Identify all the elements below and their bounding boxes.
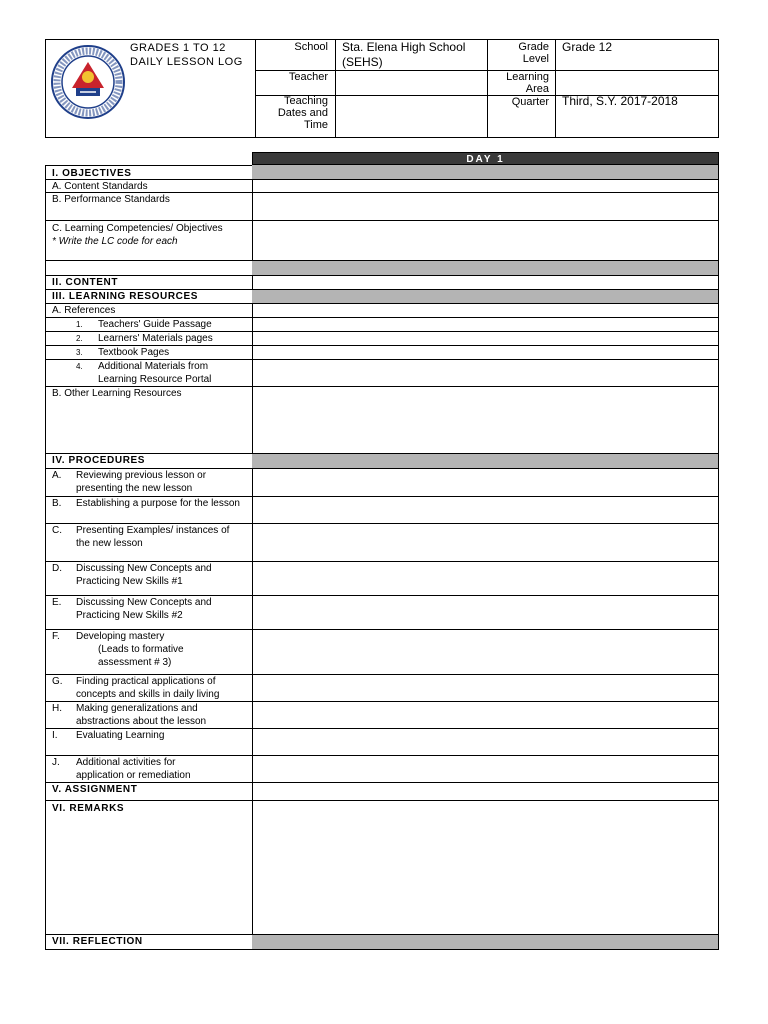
procedure-row: [45, 702, 719, 729]
procedure-letter: C.: [52, 525, 62, 536]
spacer-row: [45, 261, 719, 276]
procedure-label: Discussing New Concepts and Practicing New Skills #2: [76, 597, 212, 621]
header-table: [45, 39, 719, 138]
content-standards-label: A. Content Standards: [52, 181, 148, 192]
procedure-label: Presenting Examples/ instances of the new lesson: [76, 525, 230, 549]
references-row: [45, 304, 719, 318]
resources-heading: III. LEARNING RESOURCES: [52, 291, 199, 302]
competencies-row: [45, 221, 719, 261]
quarter-label: Quarter: [511, 96, 549, 108]
objectives-heading: I. OBJECTIVES: [52, 168, 132, 179]
learning-area-label: Learning Area: [506, 71, 549, 95]
content-standards-cell[interactable]: [252, 180, 719, 193]
procedure-cell[interactable]: [252, 756, 719, 783]
procedure-label: Discussing New Concepts and Practicing New Skills #1: [76, 563, 212, 587]
dates-label: Teaching Dates and Time: [277, 95, 328, 131]
objectives-row: [45, 165, 719, 180]
deped-seal-icon: [50, 44, 126, 120]
procedure-row: [45, 756, 719, 783]
procedure-letter: H.: [52, 703, 62, 714]
references-label: A. References: [52, 305, 116, 316]
teacher-label: Teacher: [288, 71, 328, 83]
procedure-cell[interactable]: [252, 497, 719, 524]
content-heading: II. CONTENT: [52, 277, 119, 288]
form-title-line1: GRADES 1 TO 12: [130, 42, 226, 54]
procedure-letter: I.: [52, 730, 58, 741]
ref-item-label: Learners' Materials pages: [98, 333, 213, 344]
ref-item-row: [45, 332, 719, 346]
ref-item-cell[interactable]: [252, 346, 719, 360]
content-standards-row: [45, 180, 719, 193]
ref-item-number: 2.: [76, 334, 83, 343]
reflection-heading: VII. REFLECTION: [52, 936, 143, 947]
procedure-letter: G.: [52, 676, 63, 687]
grade-label: Grade Level: [518, 41, 549, 65]
school-value[interactable]: Sta. Elena High School (SEHS): [342, 40, 466, 69]
procedure-label: Additional activities for application or remediation: [76, 757, 191, 781]
procedure-cell[interactable]: [252, 630, 719, 675]
lesson-log-table: [45, 152, 719, 950]
other-resources-label: B. Other Learning Resources: [52, 388, 182, 399]
procedures-row: [45, 454, 719, 469]
resources-row: [45, 290, 719, 304]
procedure-row: [45, 729, 719, 756]
procedure-label: Developing mastery: [76, 631, 165, 642]
competencies-label: C. Learning Competencies/ Objectives: [52, 223, 223, 234]
procedures-heading: IV. PROCEDURES: [52, 455, 146, 466]
remarks-heading: VI. REMARKS: [52, 803, 125, 814]
procedure-letter: A.: [52, 470, 62, 481]
ref-item-row: [45, 318, 719, 332]
procedure-row: [45, 596, 719, 630]
content-row: [45, 276, 719, 290]
procedure-cell[interactable]: [252, 524, 719, 562]
procedure-cell[interactable]: [252, 702, 719, 729]
school-label: School: [294, 41, 328, 53]
content-cell[interactable]: [252, 276, 719, 290]
spacer-gray-cell: [252, 261, 719, 276]
assignment-cell[interactable]: [252, 783, 719, 801]
ref-item-number: 1.: [76, 320, 83, 329]
ref-item-cell[interactable]: [252, 318, 719, 332]
mastery-note: (Leads to formative assessment # 3): [98, 644, 184, 668]
procedure-row: [45, 630, 719, 675]
procedure-label: Establishing a purpose for the lesson: [76, 498, 240, 509]
remarks-cell[interactable]: [252, 801, 719, 935]
procedure-label: Evaluating Learning: [76, 730, 165, 741]
ref-item-cell[interactable]: [252, 332, 719, 346]
ref-item-row: [45, 360, 719, 387]
performance-standards-row: [45, 193, 719, 221]
procedure-row: [45, 562, 719, 596]
ref-item-number: 4.: [76, 362, 83, 371]
ref-item-number: 3.: [76, 348, 83, 357]
other-resources-cell[interactable]: [252, 387, 719, 454]
ref-item-label: Textbook Pages: [98, 347, 170, 358]
competencies-cell[interactable]: [252, 221, 719, 261]
procedure-letter: J.: [52, 757, 60, 768]
ref-item-label: Teachers' Guide Passage: [98, 319, 212, 330]
procedure-cell[interactable]: [252, 596, 719, 630]
reflection-row: [45, 935, 719, 950]
procedure-row: [45, 469, 719, 497]
ref-item-row: [45, 346, 719, 360]
procedure-letter: F.: [52, 631, 60, 642]
procedure-letter: B.: [52, 498, 62, 509]
reflection-day1-cell[interactable]: [252, 935, 719, 950]
performance-standards-label: B. Performance Standards: [52, 194, 170, 205]
procedures-day1-cell[interactable]: [252, 454, 719, 469]
procedure-cell[interactable]: [252, 469, 719, 497]
quarter-value[interactable]: Third, S.Y. 2017-2018: [562, 94, 678, 108]
ref-item-cell[interactable]: [252, 360, 719, 387]
assignment-heading: V. ASSIGNMENT: [52, 784, 138, 795]
grade-value[interactable]: Grade 12: [562, 40, 613, 54]
procedure-letter: E.: [52, 597, 62, 608]
procedure-letter: D.: [52, 563, 62, 574]
procedure-cell[interactable]: [252, 675, 719, 702]
other-resources-row: [45, 387, 719, 454]
procedure-cell[interactable]: [252, 562, 719, 596]
form-title-line2: DAILY LESSON LOG: [130, 56, 243, 68]
references-cell[interactable]: [252, 304, 719, 318]
procedure-label: Finding practical applications of concepts and skills in daily living: [76, 676, 220, 700]
competencies-note: * Write the LC code for each: [52, 236, 178, 247]
resources-day1-cell[interactable]: [252, 290, 719, 304]
procedure-label: Making generalizations and abstractions about the lesson: [76, 703, 207, 727]
remarks-row: [45, 801, 719, 935]
procedure-cell[interactable]: [252, 729, 719, 756]
ref-item-label: Additional Materials from Learning Resource Portal: [98, 361, 212, 385]
assignment-row: [45, 783, 719, 801]
performance-standards-cell[interactable]: [252, 193, 719, 221]
procedure-label: Reviewing previous lesson or presenting the new lesson: [76, 470, 207, 494]
objectives-day1-cell[interactable]: [252, 165, 719, 180]
procedure-row: [45, 524, 719, 562]
procedure-row: [45, 497, 719, 524]
procedure-row: [45, 675, 719, 702]
day-header: DAY 1: [252, 152, 719, 165]
